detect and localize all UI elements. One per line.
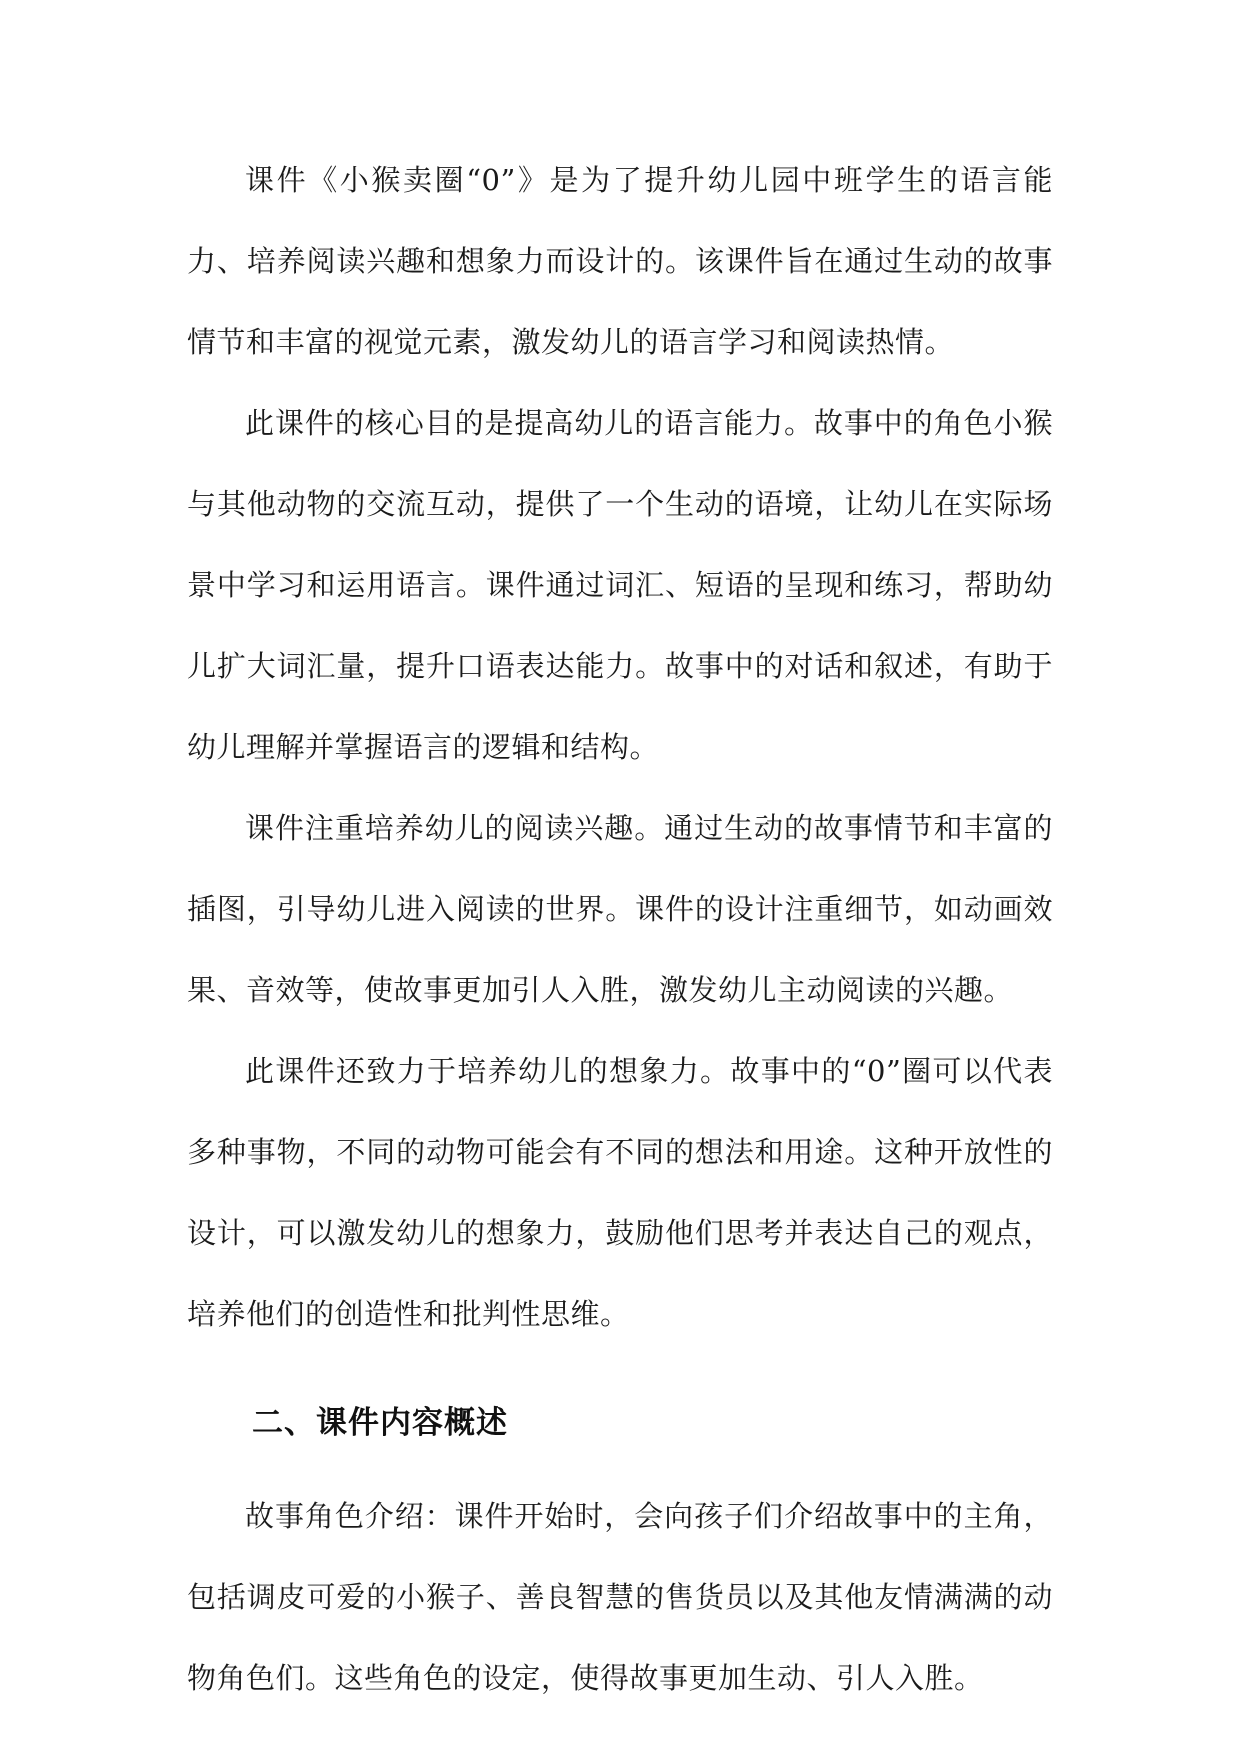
- paragraph-language-ability: 此课件的核心目的是提高幼儿的语言能力。故事中的角色小猴与其他动物的交流互动，提供了一个生动的语境，让幼儿在实际场景中学习和运用语言。课件通过词汇、短语的呈现和练习，帮助幼儿扩大词汇量，提升口语表达能力。故事中的对话和叙述，有助于幼儿理解并掌握语言的逻辑和结构。: [187, 406, 1053, 764]
- section-heading: 二、课件内容概述: [252, 1405, 508, 1441]
- paragraph-imagination: 此课件还致力于培养幼儿的想象力。故事中的“0”圈可以代表多种事物，不同的动物可能会有不同的想法和用途。这种开放性的设计，可以激发幼儿的想象力，鼓励他们思考并表达自己的观点，培养他们的创造性和批判性思维。: [187, 1054, 1053, 1331]
- paragraph-character-intro: 故事角色介绍：课件开始时，会向孩子们介绍故事中的主角，包括调皮可爱的小猴子、善良智慧的售货员以及其他友情满满的动物角色们。这些角色的设定，使得故事更加生动、引人入胜。: [187, 1499, 1053, 1695]
- paragraph-reading-interest: 课件注重培养幼儿的阅读兴趣。通过生动的故事情节和丰富的插图，引导幼儿进入阅读的世界。课件的设计注重细节，如动画效果、音效等，使故事更加引人入胜，激发幼儿主动阅读的兴趣。: [187, 811, 1053, 1007]
- paragraph-intro: 课件《小猴卖圈“0”》是为了提升幼儿园中班学生的语言能力、培养阅读兴趣和想象力而设计的。该课件旨在通过生动的故事情节和丰富的视觉元素，激发幼儿的语言学习和阅读热情。: [187, 163, 1053, 359]
- document-body: [187, 140, 1053, 1719]
